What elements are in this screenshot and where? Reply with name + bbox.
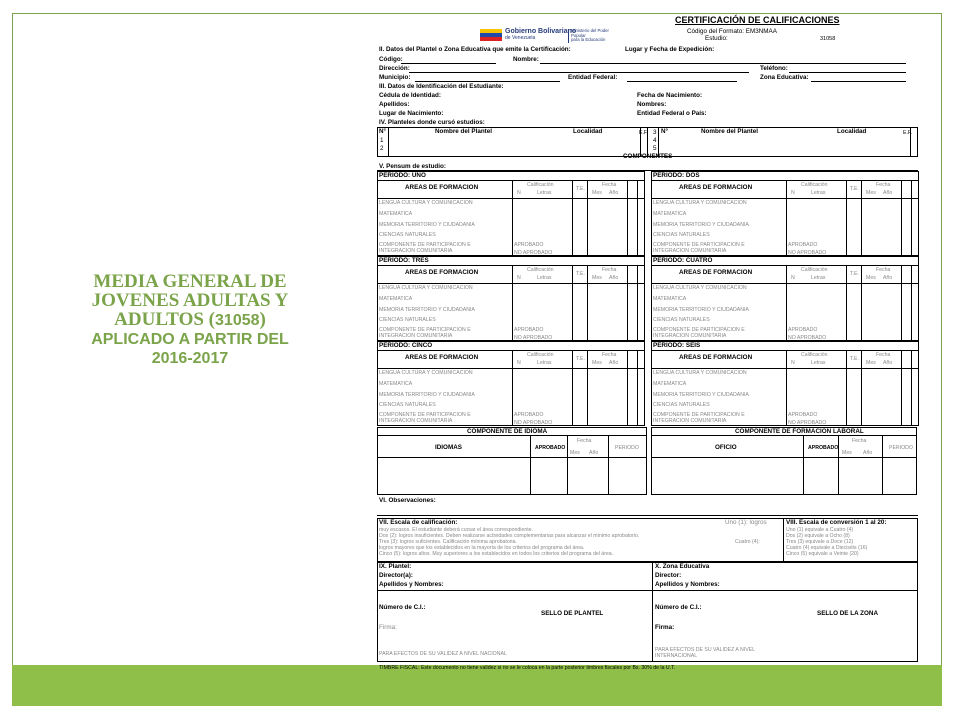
idioma-box: [377, 427, 647, 495]
subject-label: CIENCIAS NATURALES: [653, 317, 710, 323]
subject-label: MATEMATICA: [653, 381, 687, 387]
scale-uno: Uno (1): logros: [725, 519, 767, 526]
subject-label: INTEGRACION COMUNITARIA: [653, 333, 727, 339]
schools-col-localidad: Localidad: [573, 128, 603, 135]
areas-header: AREAS DE FORMACION: [405, 354, 479, 361]
subject-label: LENGUA CULTURA Y COMUNICACION: [653, 200, 747, 206]
apellidos-nombres-label-2: Apellidos y Nombres:: [655, 581, 720, 588]
entidad-label: Entidad Federal:: [568, 74, 618, 81]
aprobado-label: APROBADO: [788, 412, 818, 418]
subject-label: INTEGRACION COMUNITARIA: [379, 333, 453, 339]
certificate-title: CERTIFICACIÓN DE CALIFICACIONES: [675, 15, 840, 25]
section-4-title: IV. Planteles donde cursó estudios:: [379, 119, 485, 126]
director-a-label: Director(a):: [379, 572, 413, 579]
scale-line-2: Dos (2): logros insuficientes. Deben realizarse actividades complementarias para alcanzar el mínimo aprobatorio.: [379, 533, 640, 539]
conv-line-3: Tres (3) equivale a Doce (12): [786, 539, 854, 545]
scale-line-1: muy escasos. El estudiante deberá cursar el área correspondiente.: [379, 527, 533, 533]
n-header: N: [517, 190, 521, 196]
no-aprobado-label: NO APROBADO: [514, 335, 553, 341]
laboral-fecha: Fecha: [852, 438, 867, 444]
title-line-2: JOVENES ADULTAS Y: [91, 290, 289, 311]
note-left: PARA EFECTOS DE SU VALIDEZ A NIVEL NACIONAL: [379, 651, 507, 657]
no-aprobado-label: NO APROBADO: [514, 250, 553, 256]
subject-label: CIENCIAS NATURALES: [379, 232, 436, 238]
anio-header: Año: [883, 190, 893, 196]
n-header: N: [791, 275, 795, 281]
apellidos-label: Apellidos:: [379, 101, 410, 108]
idioma-anio: Año: [589, 450, 599, 456]
telefono-label: Teléfono:: [760, 65, 788, 72]
laboral-anio: Año: [863, 450, 873, 456]
subject-label: MATEMATICA: [379, 296, 413, 302]
cedula-label: Cédula de Identidad:: [379, 92, 441, 99]
subject-label: LENGUA CULTURA Y COMUNICACION: [653, 370, 747, 376]
subject-label: MEMORIA TERRITORIO Y CIUDADANIA: [379, 222, 475, 228]
idioma-aprobado: APROBADO: [535, 445, 566, 451]
subject-label: MATEMATICA: [379, 381, 413, 387]
period-title: PERIODO: CUATRO: [653, 257, 713, 264]
subject-label: INTEGRACION COMUNITARIA: [653, 418, 727, 424]
idioma-title: COMPONENTE DE IDIOMA: [467, 428, 548, 435]
n-header: N: [791, 360, 795, 366]
laboral-periodo: PERIODO: [889, 445, 913, 451]
scale-line-4: logros mayores que los establecidos en la mayoría de los criterios del programa del área.: [379, 545, 585, 551]
ministry-name: Ministerio del Poder Popular para la Educación: [568, 29, 620, 43]
direccion-label: Dirección:: [379, 65, 410, 72]
te-header: T.E.: [850, 356, 859, 362]
scale-cuatro: Cuatro (4):: [735, 539, 760, 545]
schools-col-localidad-2: Localidad: [837, 128, 867, 135]
place-date-label: Lugar y Fecha de Expedición:: [625, 46, 715, 53]
conv-line-4: Cuatro (4) equivale a Dieciséis (16): [786, 545, 868, 551]
section-2-title: II. Datos del Plantel o Zona Educativa que emite la Certificación:: [379, 46, 571, 53]
schools-col-ef-2: E.F.: [903, 130, 912, 136]
calificacion-header: Calificación: [801, 352, 828, 358]
calificacion-header: Calificación: [527, 182, 554, 188]
areas-header: AREAS DE FORMACION: [679, 354, 753, 361]
government-logo: [480, 28, 620, 42]
note-right-2: INTERNACIONAL: [655, 653, 698, 659]
subject-label: INTEGRACION COMUNITARIA: [653, 248, 727, 254]
areas-header: AREAS DE FORMACION: [405, 184, 479, 191]
sello-zona-label: SELLO DE LA ZONA: [817, 610, 878, 617]
anio-header: Año: [609, 360, 619, 366]
subject-label: MEMORIA TERRITORIO Y CIUDADANIA: [653, 222, 749, 228]
subject-label: LENGUA CULTURA Y COMUNICACION: [379, 200, 473, 206]
firma-label-2: Firma:: [655, 624, 675, 631]
title-line-3: ADULTOS (31058): [114, 309, 266, 330]
te-header: T.E.: [576, 356, 585, 362]
section-9-title: IX. Plantel:: [379, 563, 412, 570]
idioma-fecha: Fecha: [577, 438, 592, 444]
period-title: PERIODO: DOS: [653, 172, 700, 179]
fecha-header: Fecha: [602, 267, 617, 273]
schools-col-n: N°: [379, 128, 387, 135]
period-title: PERIODO: UNO: [379, 172, 426, 179]
firma-label: Firma:: [379, 624, 397, 631]
venezuela-flag-icon: [480, 29, 502, 41]
letras-header: Letras: [537, 275, 552, 281]
mes-header: Mes: [592, 190, 602, 196]
te-header: T.E.: [576, 271, 585, 277]
idioma-periodo: PERIODO: [615, 445, 639, 451]
subject-label: MATEMATICA: [379, 211, 413, 217]
calificacion-header: Calificación: [527, 267, 554, 273]
subject-label: INTEGRACION COMUNITARIA: [379, 418, 453, 424]
school-row-1: 1: [380, 137, 384, 144]
te-header: T.E.: [850, 271, 859, 277]
subject-label: MEMORIA TERRITORIO Y CIUDADANIA: [379, 392, 475, 398]
subject-label: COMPONENTE DE PARTICIPACION E: [379, 412, 471, 418]
laboral-title: COMPONENTE DE FORMACIÓN LABORAL: [735, 428, 864, 435]
mes-header: Mes: [592, 275, 602, 281]
section-8-title: VIII. Escala de conversión 1 al 20:: [786, 519, 887, 526]
areas-header: AREAS DE FORMACION: [679, 184, 753, 191]
nombres-label: Nombres:: [637, 101, 667, 108]
no-aprobado-label: NO APROBADO: [788, 420, 827, 426]
subject-label: MATEMATICA: [653, 211, 687, 217]
school-row-4: 4: [653, 137, 657, 144]
period-title: PERIODO: CINCO: [379, 342, 433, 349]
schools-col-ef: E.F.: [639, 130, 648, 136]
no-aprobado-label: NO APROBADO: [514, 420, 553, 426]
title-line-1: MEDIA GENERAL DE: [93, 271, 287, 292]
subject-label: COMPONENTE DE PARTICIPACION E: [379, 242, 471, 248]
sello-plantel-label: SELLO DE PLANTEL: [541, 610, 604, 617]
slide-title: [40, 272, 340, 368]
subject-label: COMPONENTE DE PARTICIPACION E: [379, 327, 471, 333]
subject-label: MEMORIA TERRITORIO Y CIUDADANIA: [653, 392, 749, 398]
no-aprobado-label: NO APROBADO: [788, 335, 827, 341]
fecha-header: Fecha: [876, 182, 891, 188]
mes-header: Mes: [866, 275, 876, 281]
timbre-fiscal: TIMBRE FISCAL: Este documento no tiene validez si no se le coloca en la parte posterior timbres fiscales por Bs. 30% de la U.T.: [379, 665, 676, 671]
logo-title: Gobierno Bolivariano: [505, 28, 577, 35]
lugar-nac-label: Lugar de Nacimiento:: [379, 110, 444, 117]
logo-subtitle: de Venezuela: [505, 35, 536, 41]
apellidos-nombres-label: Apellidos y Nombres:: [379, 581, 444, 588]
anio-header: Año: [883, 275, 893, 281]
school-row-3: 3: [653, 129, 657, 136]
scale-line-5: Cinco (5): logros altos. Muy superiores a los establecidos en todos los criterios del programa del área.: [379, 551, 614, 557]
fecha-nac-label: Fecha de Nacimiento:: [637, 92, 703, 99]
n-header: N: [517, 275, 521, 281]
subject-label: MEMORIA TERRITORIO Y CIUDADANIA: [653, 307, 749, 313]
study-label: Estudio:: [705, 35, 728, 42]
n-header: N: [791, 190, 795, 196]
nombre-label: Nombre:: [513, 56, 539, 63]
letras-header: Letras: [537, 190, 552, 196]
school-row-5: 5: [653, 145, 657, 152]
anio-header: Año: [883, 360, 893, 366]
aprobado-label: APROBADO: [514, 242, 544, 248]
conv-line-5: Cinco (5) equivale a Veinte (20): [786, 551, 859, 557]
subject-label: COMPONENTE DE PARTICIPACION E: [653, 327, 745, 333]
subject-label: LENGUA CULTURA Y COMUNICACION: [379, 285, 473, 291]
aprobado-label: APROBADO: [514, 412, 544, 418]
oficio-label: OFICIO: [715, 444, 737, 451]
section-10-title: X. Zona Educativa: [655, 563, 710, 570]
note-right-1: PARA EFECTOS DE SU VALIDEZ A NIVEL: [655, 647, 756, 653]
idiomas-label: IDIOMAS: [435, 444, 462, 451]
idioma-mes: Mes: [570, 450, 580, 456]
schools-col-n-2: N°: [661, 128, 669, 135]
subject-label: CIENCIAS NATURALES: [379, 402, 436, 408]
subject-label: CIENCIAS NATURALES: [653, 232, 710, 238]
fecha-header: Fecha: [602, 182, 617, 188]
period-title: PERIODO: TRES: [379, 257, 429, 264]
subtitle-line-1: APLICADO A PARTIR DEL: [91, 331, 289, 348]
calificacion-header: Calificación: [527, 352, 554, 358]
mes-header: Mes: [866, 360, 876, 366]
section-3-title: III. Datos de Identificación del Estudiante:: [379, 83, 504, 90]
laboral-mes: Mes: [842, 450, 852, 456]
laboral-box: [651, 427, 917, 495]
zona-label: Zona Educativa:: [760, 74, 809, 81]
anio-header: Año: [609, 190, 619, 196]
numero-ci-label: Número de C.I.:: [379, 604, 426, 611]
period-title: PERIODO: SEIS: [653, 342, 701, 349]
areas-header: AREAS DE FORMACION: [405, 269, 479, 276]
format-code: Código del Formato: EM3NMAA: [687, 28, 777, 35]
te-header: T.E.: [576, 186, 585, 192]
municipio-label: Municipio:: [379, 74, 411, 81]
laboral-aprobado: APROBADO: [808, 445, 839, 451]
subject-label: CIENCIAS NATURALES: [379, 317, 436, 323]
letras-header: Letras: [537, 360, 552, 366]
entidad-pais-label: Entidad Federal o País:: [637, 110, 707, 117]
subject-label: COMPONENTE DE PARTICIPACION E: [653, 242, 745, 248]
conv-line-2: Dos (2) equivale a Ocho (8): [786, 533, 850, 539]
areas-header: AREAS DE FORMACION: [679, 269, 753, 276]
fecha-header: Fecha: [876, 352, 891, 358]
subject-label: COMPONENTE DE PARTICIPACION E: [653, 412, 745, 418]
componentes-label: COMPONENTES: [623, 153, 673, 160]
subject-label: LENGUA CULTURA Y COMUNICACION: [379, 370, 473, 376]
codigo-label: Código:: [379, 56, 403, 63]
subject-label: MATEMATICA: [653, 296, 687, 302]
letras-header: Letras: [811, 275, 826, 281]
mes-header: Mes: [866, 190, 876, 196]
n-header: N: [517, 360, 521, 366]
no-aprobado-label: NO APROBADO: [788, 250, 827, 256]
aprobado-label: APROBADO: [514, 327, 544, 333]
conv-line-1: Uno (1) equivale a Cuatro (4): [786, 527, 854, 533]
mes-header: Mes: [592, 360, 602, 366]
certificate-document: [375, 13, 920, 673]
anio-header: Año: [609, 275, 619, 281]
schools-col-name-2: Nombre del Plantel: [701, 128, 759, 135]
numero-ci-label-2: Número de C.I.:: [655, 604, 702, 611]
fecha-header: Fecha: [876, 267, 891, 273]
letras-header: Letras: [811, 190, 826, 196]
section-6-title: VI. Observaciones:: [379, 497, 436, 504]
letras-header: Letras: [811, 360, 826, 366]
subject-label: CIENCIAS NATURALES: [653, 402, 710, 408]
subject-label: MEMORIA TERRITORIO Y CIUDADANIA: [379, 307, 475, 313]
scale-line-3: Tres (3): logros suficientes. Calificación mínima aprobatoria.: [379, 539, 517, 545]
school-row-2: 2: [380, 145, 384, 152]
te-header: T.E.: [850, 186, 859, 192]
aprobado-label: APROBADO: [788, 327, 818, 333]
calificacion-header: Calificación: [801, 267, 828, 273]
section-5-title: V. Pensum de estudio:: [379, 163, 446, 170]
subject-label: INTEGRACION COMUNITARIA: [379, 248, 453, 254]
section-7-title: VII. Escala de calificación:: [379, 519, 458, 526]
subject-label: LENGUA CULTURA Y COMUNICACION: [653, 285, 747, 291]
calificacion-header: Calificación: [801, 182, 828, 188]
aprobado-label: APROBADO: [788, 242, 818, 248]
study-code: 31058: [820, 36, 836, 42]
fecha-header: Fecha: [602, 352, 617, 358]
director-label: Director:: [655, 572, 682, 579]
schools-col-name: Nombre del Plantel: [435, 128, 493, 135]
subtitle-line-2: 2016-2017: [151, 350, 229, 367]
